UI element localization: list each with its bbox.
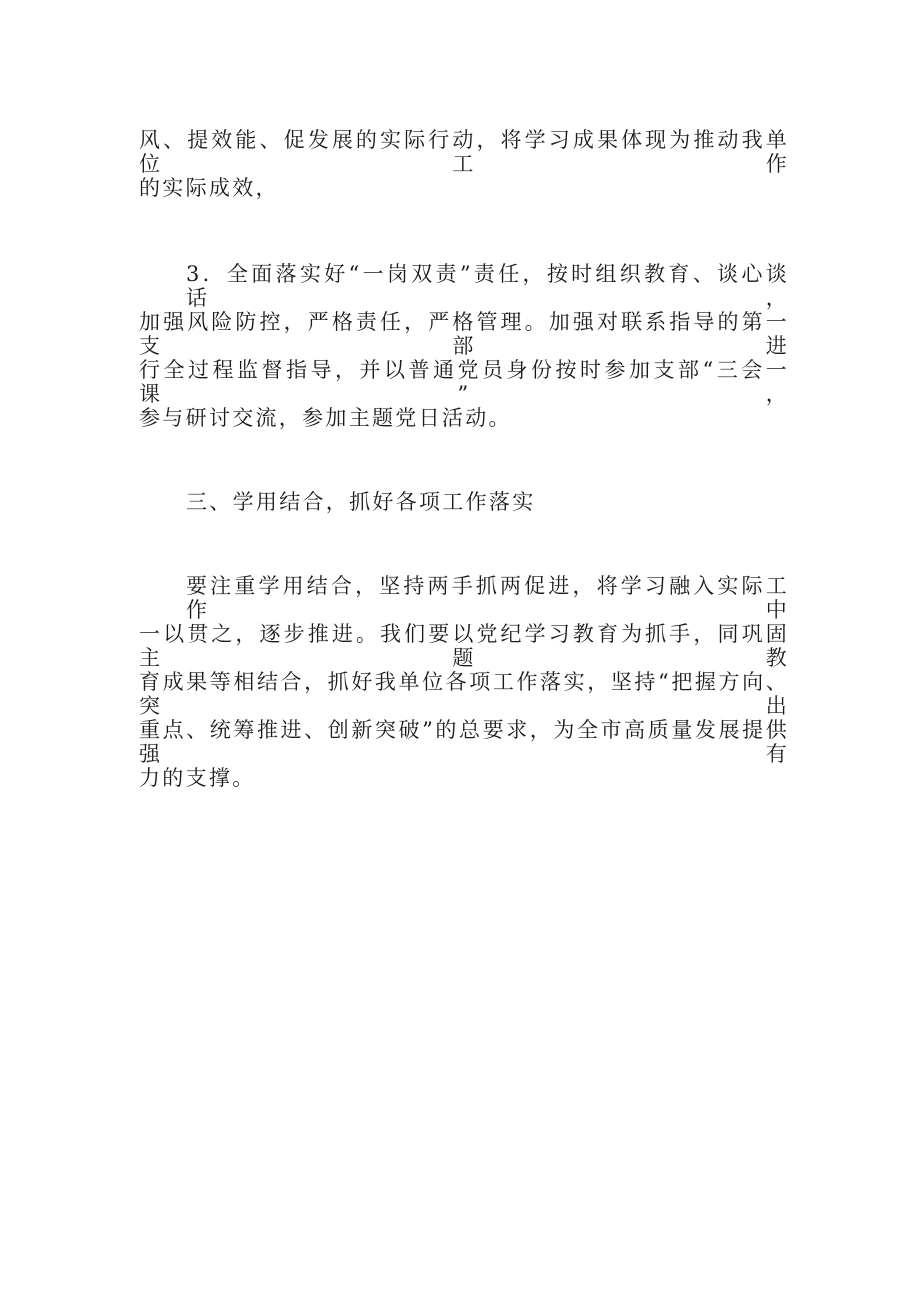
paragraph-line: 育成果等相结合，抓好我单位各项工作落实，坚持“把握方向、突出: [139, 670, 789, 718]
paragraph-line: 要注重学用结合，坚持两手抓两促进，将学习融入实际工作中: [186, 574, 789, 622]
paragraph-line: 重点、统筹推进、创新突破”的总要求，为全市高质量发展提供强有: [139, 718, 789, 766]
list-item-3: 3．全面落实好“一岗双责”责任，按时组织教育、谈心谈话，: [186, 262, 789, 310]
paragraph-line: 风、提效能、促发展的实际行动，将学习成果体现为推动我单位工作: [139, 128, 789, 176]
paragraph-line: 的实际成效，: [139, 176, 279, 200]
paragraph-line: 加强风险防控，严格责任，严格管理。加强对联系指导的第一支部进: [139, 310, 789, 358]
paragraph-line: 行全过程监督指导，并以普通党员身份按时参加支部“三会一课”，: [139, 358, 789, 406]
paragraph-line: 一以贯之，逐步推进。我们要以党纪学习教育为抓手，同巩固主题教: [139, 622, 789, 670]
paragraph-line: 参与研讨交流，参加主题党日活动。: [139, 406, 512, 430]
paragraph-line: 力的支撑。: [139, 766, 256, 790]
section-heading: 三、学用结合，抓好各项工作落实: [186, 490, 536, 514]
